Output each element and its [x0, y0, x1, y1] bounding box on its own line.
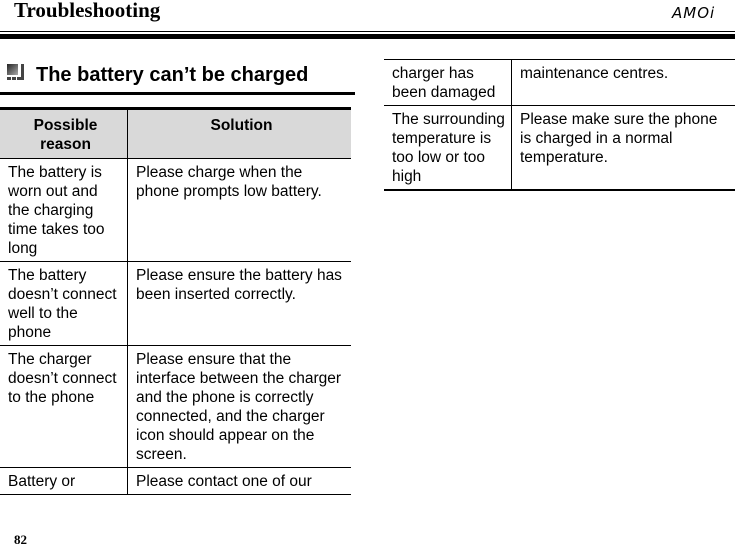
section-title: The battery can’t be charged [36, 64, 309, 86]
solution-cell: Please ensure the battery has been inserted correctly. [128, 262, 352, 346]
header-solution: Solution [128, 109, 352, 159]
table-row [0, 346, 351, 468]
troubleshooting-table-continued [384, 59, 735, 191]
page-number: 82 [14, 532, 27, 547]
table-row [0, 262, 351, 346]
section-bullet-icon [7, 64, 26, 81]
table-row [384, 60, 735, 106]
section-rule [0, 92, 355, 95]
solution-cell: maintenance centres. [512, 60, 735, 106]
solution-cell: Please charge when the phone prompts low battery. [128, 159, 352, 262]
solution-cell: Please make sure the phone is charged in a normal temperature. [512, 106, 735, 191]
header-rule-thin [0, 31, 735, 32]
reason-cell: The battery doesn’t connect well to the phone [0, 262, 128, 346]
header-rule-thick [0, 34, 735, 39]
reason-cell: The battery is worn out and the charging time takes too long [0, 159, 128, 262]
solution-cell: Please contact one of our [128, 468, 352, 495]
amoi-logo: AMOi [672, 4, 716, 22]
reason-cell: charger has been damaged [384, 60, 512, 106]
reason-cell: Battery or [0, 468, 128, 495]
reason-cell: The surrounding temperature is too low or too high [384, 106, 512, 191]
table-row [384, 106, 735, 191]
reason-cell: The charger doesn’t connect to the phone [0, 346, 128, 468]
table-header-row [0, 109, 351, 159]
solution-cell: Please ensure that the interface between the charger and the phone is correctly connected, and the charger icon should appear on the screen. [128, 346, 352, 468]
header-possible-reason: Possible reason [0, 109, 128, 159]
table-row [0, 468, 351, 495]
page-header-title: Troubleshooting [14, 0, 161, 22]
table-row [0, 159, 351, 262]
troubleshooting-table [0, 107, 351, 495]
